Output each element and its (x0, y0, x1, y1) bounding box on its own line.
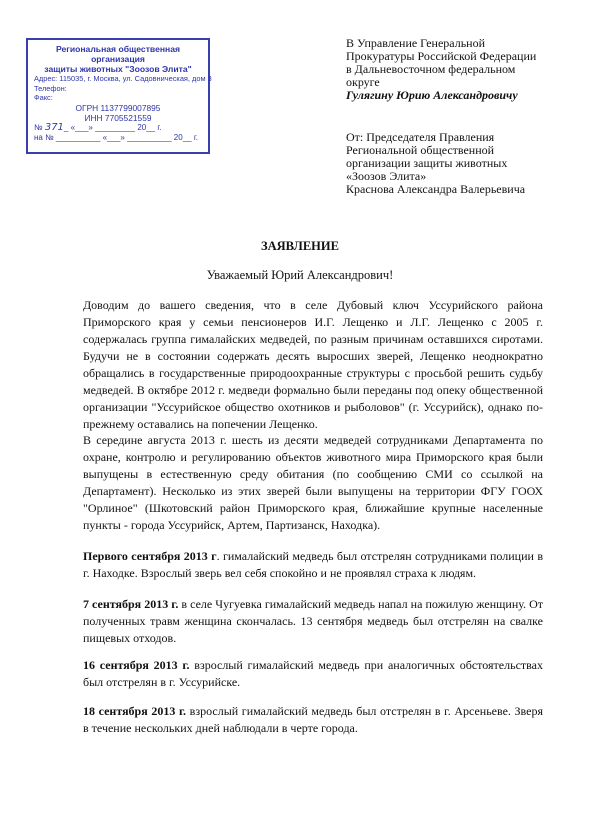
stamp-org-line1: Региональная общественная организация (55, 44, 181, 64)
paragraph-text: в селе Чугуевка гималайский медведь напал на пожилую женщину. От полученных травм женщина скончалась. 13 сентября медведь был отстрелян на свалке пищевых отходов. (83, 597, 543, 645)
paragraph-sept1 (83, 548, 543, 582)
paragraph-text: взрослый гималайский медведь был отстрелян в г. Арсеньеве. Зверя в течение нескольких дней наблюдали в черте города. (83, 704, 543, 735)
stamp-phone: Телефон: (34, 83, 67, 93)
stamp-number-prefix: № (34, 122, 43, 132)
paragraph-release: В середине августа 2013 г. шесть из десяти медведей сотрудниками Департамента по охране, контролю и регулированию объектов животного мира Приморского края были выпущены в естественную среду обитания (по сообщению СМИ со ссылкой на Департамент). Несколько из этих зверей были выпущены на территории ФГУ ГООХ "Орлиное" (Шкотовский район Приморского края, ближайшие крупные населенные пункты - города Уссурийск, Артем, Партизанск, Находка). (83, 433, 543, 532)
paragraph-text: взрослый гималайский медведь при аналогичных обстоятельствах был отстрелян в г. Уссурийске. (83, 658, 543, 689)
organization-stamp (26, 38, 210, 154)
recipient-line: В Управление Генеральной (346, 36, 486, 50)
sender-line: «Зоозов Элита» (346, 169, 427, 183)
sender-line: организации защиты животных (346, 156, 508, 170)
paragraph-sept7 (83, 596, 543, 647)
handwritten-number: 371 (44, 121, 64, 133)
paragraph-text: . гималайский медведь был отстрелян сотрудниками полиции в г. Находке. Взрослый зверь вел себя спокойно и не проявлял страха к людям. (83, 549, 543, 580)
paragraph-intro: Доводим до вашего сведения, что в селе Дубовый ключ Уссурийского района Приморского края у семьи пенсионеров И.Г. Лещенко и Л.Г. Лещенко с 2005 г. содержалась группа гималайских медведей, по разным причинам оставшихся сиротами. Будучи не в состоянии содержать десять выросших зверей, Лещенко неоднократно обращались в государственные природоохранные структуры с просьбой решить судьбу медведей. В октябре 2012 г. медведи формально были переданы под опеку общественной организации "Уссурийское общество охотников и рыболовов" (г. Уссурийск), однако по-прежнему оставались на попечении Лещенко. (83, 298, 543, 431)
date-emphasis: 18 сентября 2013 г. (83, 704, 187, 718)
date-emphasis: 7 сентября 2013 г. (83, 597, 179, 611)
stamp-inn: ИНН 7705521559 (84, 112, 152, 123)
paragraph-sept18 (83, 703, 543, 737)
recipient-block (346, 37, 586, 102)
sender-block (346, 131, 586, 196)
recipient-line: Прокуратуры Российской Федерации (346, 49, 537, 63)
sender-line: Региональной общественной (346, 143, 495, 157)
recipient-line: округе (346, 75, 380, 89)
salutation: Уважаемый Юрий Александрович! (206, 268, 394, 282)
stamp-org-line2: защиты животных "Зоозов Элита" (44, 64, 192, 74)
sender-line: От: Председателя Правления (346, 130, 495, 144)
stamp-number-suffix: _ «___» _________ 20__ г. (63, 122, 162, 132)
stamp-address: Адрес: 115035, г. Москва, ул. Садовническая, дом 3 (34, 74, 212, 83)
stamp-outgoing-number (28, 123, 208, 133)
stamp-reference-line: на № __________ «___» __________ 20__ г. (34, 132, 198, 142)
recipient-line: в Дальневосточном федеральном (346, 62, 516, 76)
sender-line: Краснова Александра Валерьевича (346, 182, 526, 196)
date-emphasis: 16 сентября 2013 г. (83, 658, 190, 672)
stamp-fax: Факс: (34, 93, 53, 102)
stamp-ogrn: ОГРН 1137799007895 (75, 102, 161, 113)
stamp-org-name (28, 44, 208, 74)
paragraph-sept16 (83, 657, 543, 691)
document-title: ЗАЯВЛЕНИЕ (261, 239, 339, 253)
date-emphasis: Первого сентября 2013 г (83, 549, 217, 563)
recipient-name: Гулягину Юрию Александровичу (346, 88, 518, 102)
